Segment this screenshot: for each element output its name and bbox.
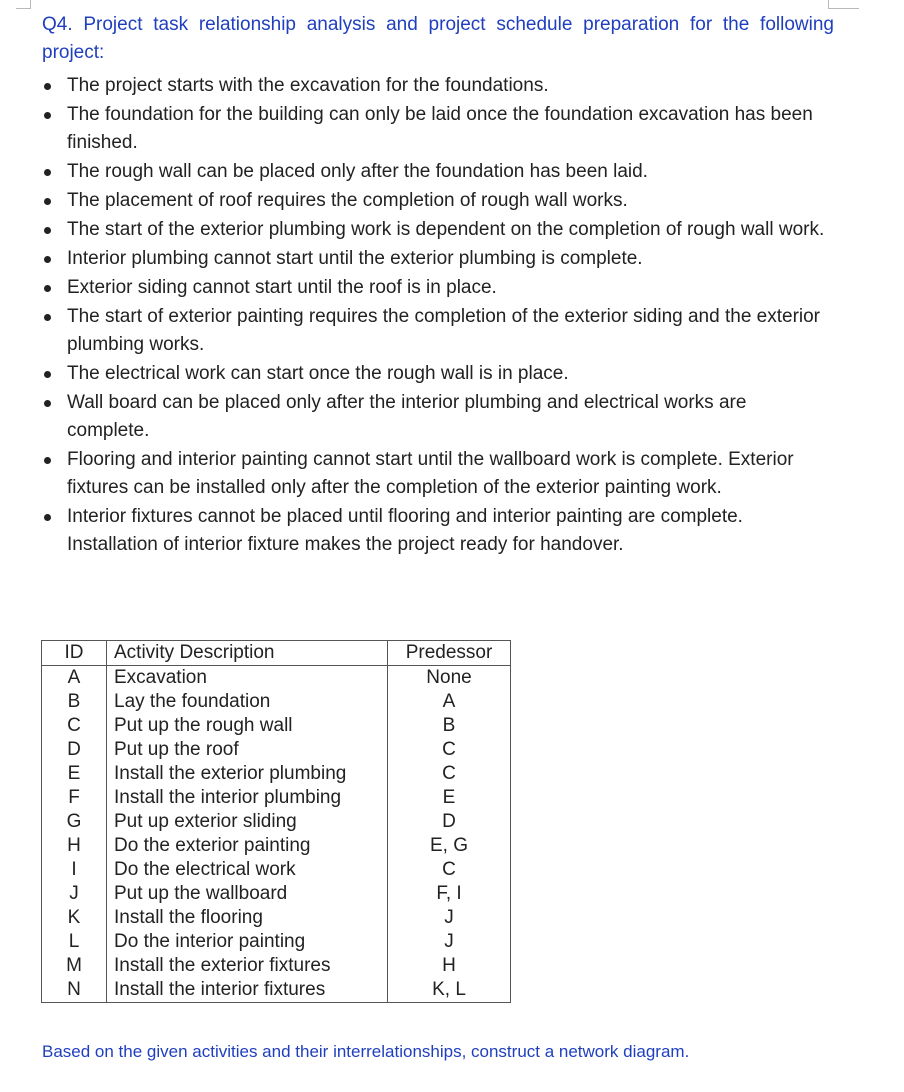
list-item <box>42 503 832 559</box>
header-id: ID <box>42 641 107 666</box>
table-row <box>42 714 511 738</box>
bullet-icon <box>44 400 51 407</box>
cell-predecessor: K, L <box>388 978 511 1003</box>
table-row <box>42 906 511 930</box>
cell-id: K <box>42 906 107 930</box>
list-item-text: The foundation for the building can only be laid once the foundation excavation has been finished. <box>67 104 813 153</box>
activity-table <box>41 640 511 1003</box>
list-item <box>42 245 832 273</box>
cell-id: N <box>42 978 107 1003</box>
cell-id: M <box>42 954 107 978</box>
table-row <box>42 690 511 714</box>
cell-id: E <box>42 762 107 786</box>
cell-description: Install the interior plumbing <box>107 786 388 810</box>
table-row <box>42 810 511 834</box>
list-item-text: Flooring and interior painting cannot start until the wallboard work is complete. Exterior fixtures can be installed only after the completion of the exterior painting work. <box>67 449 794 498</box>
table-row <box>42 930 511 954</box>
list-item <box>42 216 832 244</box>
table-row <box>42 954 511 978</box>
cell-predecessor: C <box>388 762 511 786</box>
cell-predecessor: F, I <box>388 882 511 906</box>
bullet-icon <box>44 227 51 234</box>
bullet-icon <box>44 457 51 464</box>
list-item <box>42 187 832 215</box>
list-item-text: Interior plumbing cannot start until the exterior plumbing is complete. <box>67 248 643 269</box>
list-item <box>42 389 832 445</box>
list-item-text: The electrical work can start once the rough wall is in place. <box>67 363 569 384</box>
bullet-icon <box>44 371 51 378</box>
table-row <box>42 786 511 810</box>
requirements-list <box>42 72 832 560</box>
table-row <box>42 882 511 906</box>
cell-description: Put up the roof <box>107 738 388 762</box>
cell-description: Excavation <box>107 666 388 691</box>
list-item <box>42 158 832 186</box>
table-row <box>42 834 511 858</box>
bullet-icon <box>44 169 51 176</box>
list-item-text: Exterior siding cannot start until the roof is in place. <box>67 277 497 298</box>
cell-description: Do the interior painting <box>107 930 388 954</box>
header-description: Activity Description <box>107 641 388 666</box>
bullet-icon <box>44 514 51 521</box>
table-row <box>42 738 511 762</box>
cell-predecessor: J <box>388 930 511 954</box>
cell-id: G <box>42 810 107 834</box>
list-item-text: The project starts with the excavation for the foundations. <box>67 75 549 96</box>
list-item <box>42 446 832 502</box>
page-corner-right <box>828 0 859 9</box>
cell-description: Lay the foundation <box>107 690 388 714</box>
cell-id: D <box>42 738 107 762</box>
question-title: Q4. Project task relationship analysis and project schedule preparation for the following project: <box>42 14 834 63</box>
list-item <box>42 303 832 359</box>
bullet-icon <box>44 112 51 119</box>
cell-id: H <box>42 834 107 858</box>
table-header-row <box>42 641 511 666</box>
cell-description: Put up the wallboard <box>107 882 388 906</box>
header-predecessor: Predessor <box>388 641 511 666</box>
cell-id: C <box>42 714 107 738</box>
cell-description: Install the flooring <box>107 906 388 930</box>
bullet-icon <box>44 285 51 292</box>
list-item-text: Interior fixtures cannot be placed until flooring and interior painting are complete. Installation of interior fixture makes the project ready for handover. <box>67 506 743 555</box>
cell-predecessor: C <box>388 738 511 762</box>
table-row <box>42 762 511 786</box>
cell-description: Install the exterior fixtures <box>107 954 388 978</box>
list-item <box>42 72 832 100</box>
cell-id: L <box>42 930 107 954</box>
cell-description: Do the exterior painting <box>107 834 388 858</box>
list-item-text: The rough wall can be placed only after the foundation has been laid. <box>67 161 648 182</box>
bullet-icon <box>44 83 51 90</box>
cell-predecessor: C <box>388 858 511 882</box>
cell-predecessor: D <box>388 810 511 834</box>
bullet-icon <box>44 314 51 321</box>
list-item-text: The start of exterior painting requires the completion of the exterior siding and the exterior plumbing works. <box>67 306 821 355</box>
cell-predecessor: E, G <box>388 834 511 858</box>
cell-predecessor: J <box>388 906 511 930</box>
cell-description: Do the electrical work <box>107 858 388 882</box>
bullet-icon <box>44 198 51 205</box>
table-row <box>42 858 511 882</box>
cell-description: Install the exterior plumbing <box>107 762 388 786</box>
table-row <box>42 666 511 691</box>
list-item-text: Wall board can be placed only after the interior plumbing and electrical works are complete. <box>67 392 747 441</box>
cell-description: Put up exterior sliding <box>107 810 388 834</box>
cell-id: I <box>42 858 107 882</box>
page-corner-left <box>16 0 31 9</box>
list-item <box>42 274 832 302</box>
cell-predecessor: H <box>388 954 511 978</box>
cell-predecessor: None <box>388 666 511 691</box>
cell-id: J <box>42 882 107 906</box>
cell-id: B <box>42 690 107 714</box>
cell-predecessor: B <box>388 714 511 738</box>
cell-id: A <box>42 666 107 691</box>
cell-description: Put up the rough wall <box>107 714 388 738</box>
list-item <box>42 360 832 388</box>
cell-predecessor: A <box>388 690 511 714</box>
bullet-icon <box>44 256 51 263</box>
list-item <box>42 101 832 157</box>
list-item-text: The placement of roof requires the completion of rough wall works. <box>67 190 628 211</box>
cell-predecessor: E <box>388 786 511 810</box>
table-row <box>42 978 511 1003</box>
instruction-text: Based on the given activities and their interrelationships, construct a network diagram. <box>42 1042 690 1061</box>
cell-description: Install the interior fixtures <box>107 978 388 1003</box>
cell-id: F <box>42 786 107 810</box>
list-item-text: The start of the exterior plumbing work is dependent on the completion of rough wall work. <box>67 219 825 240</box>
